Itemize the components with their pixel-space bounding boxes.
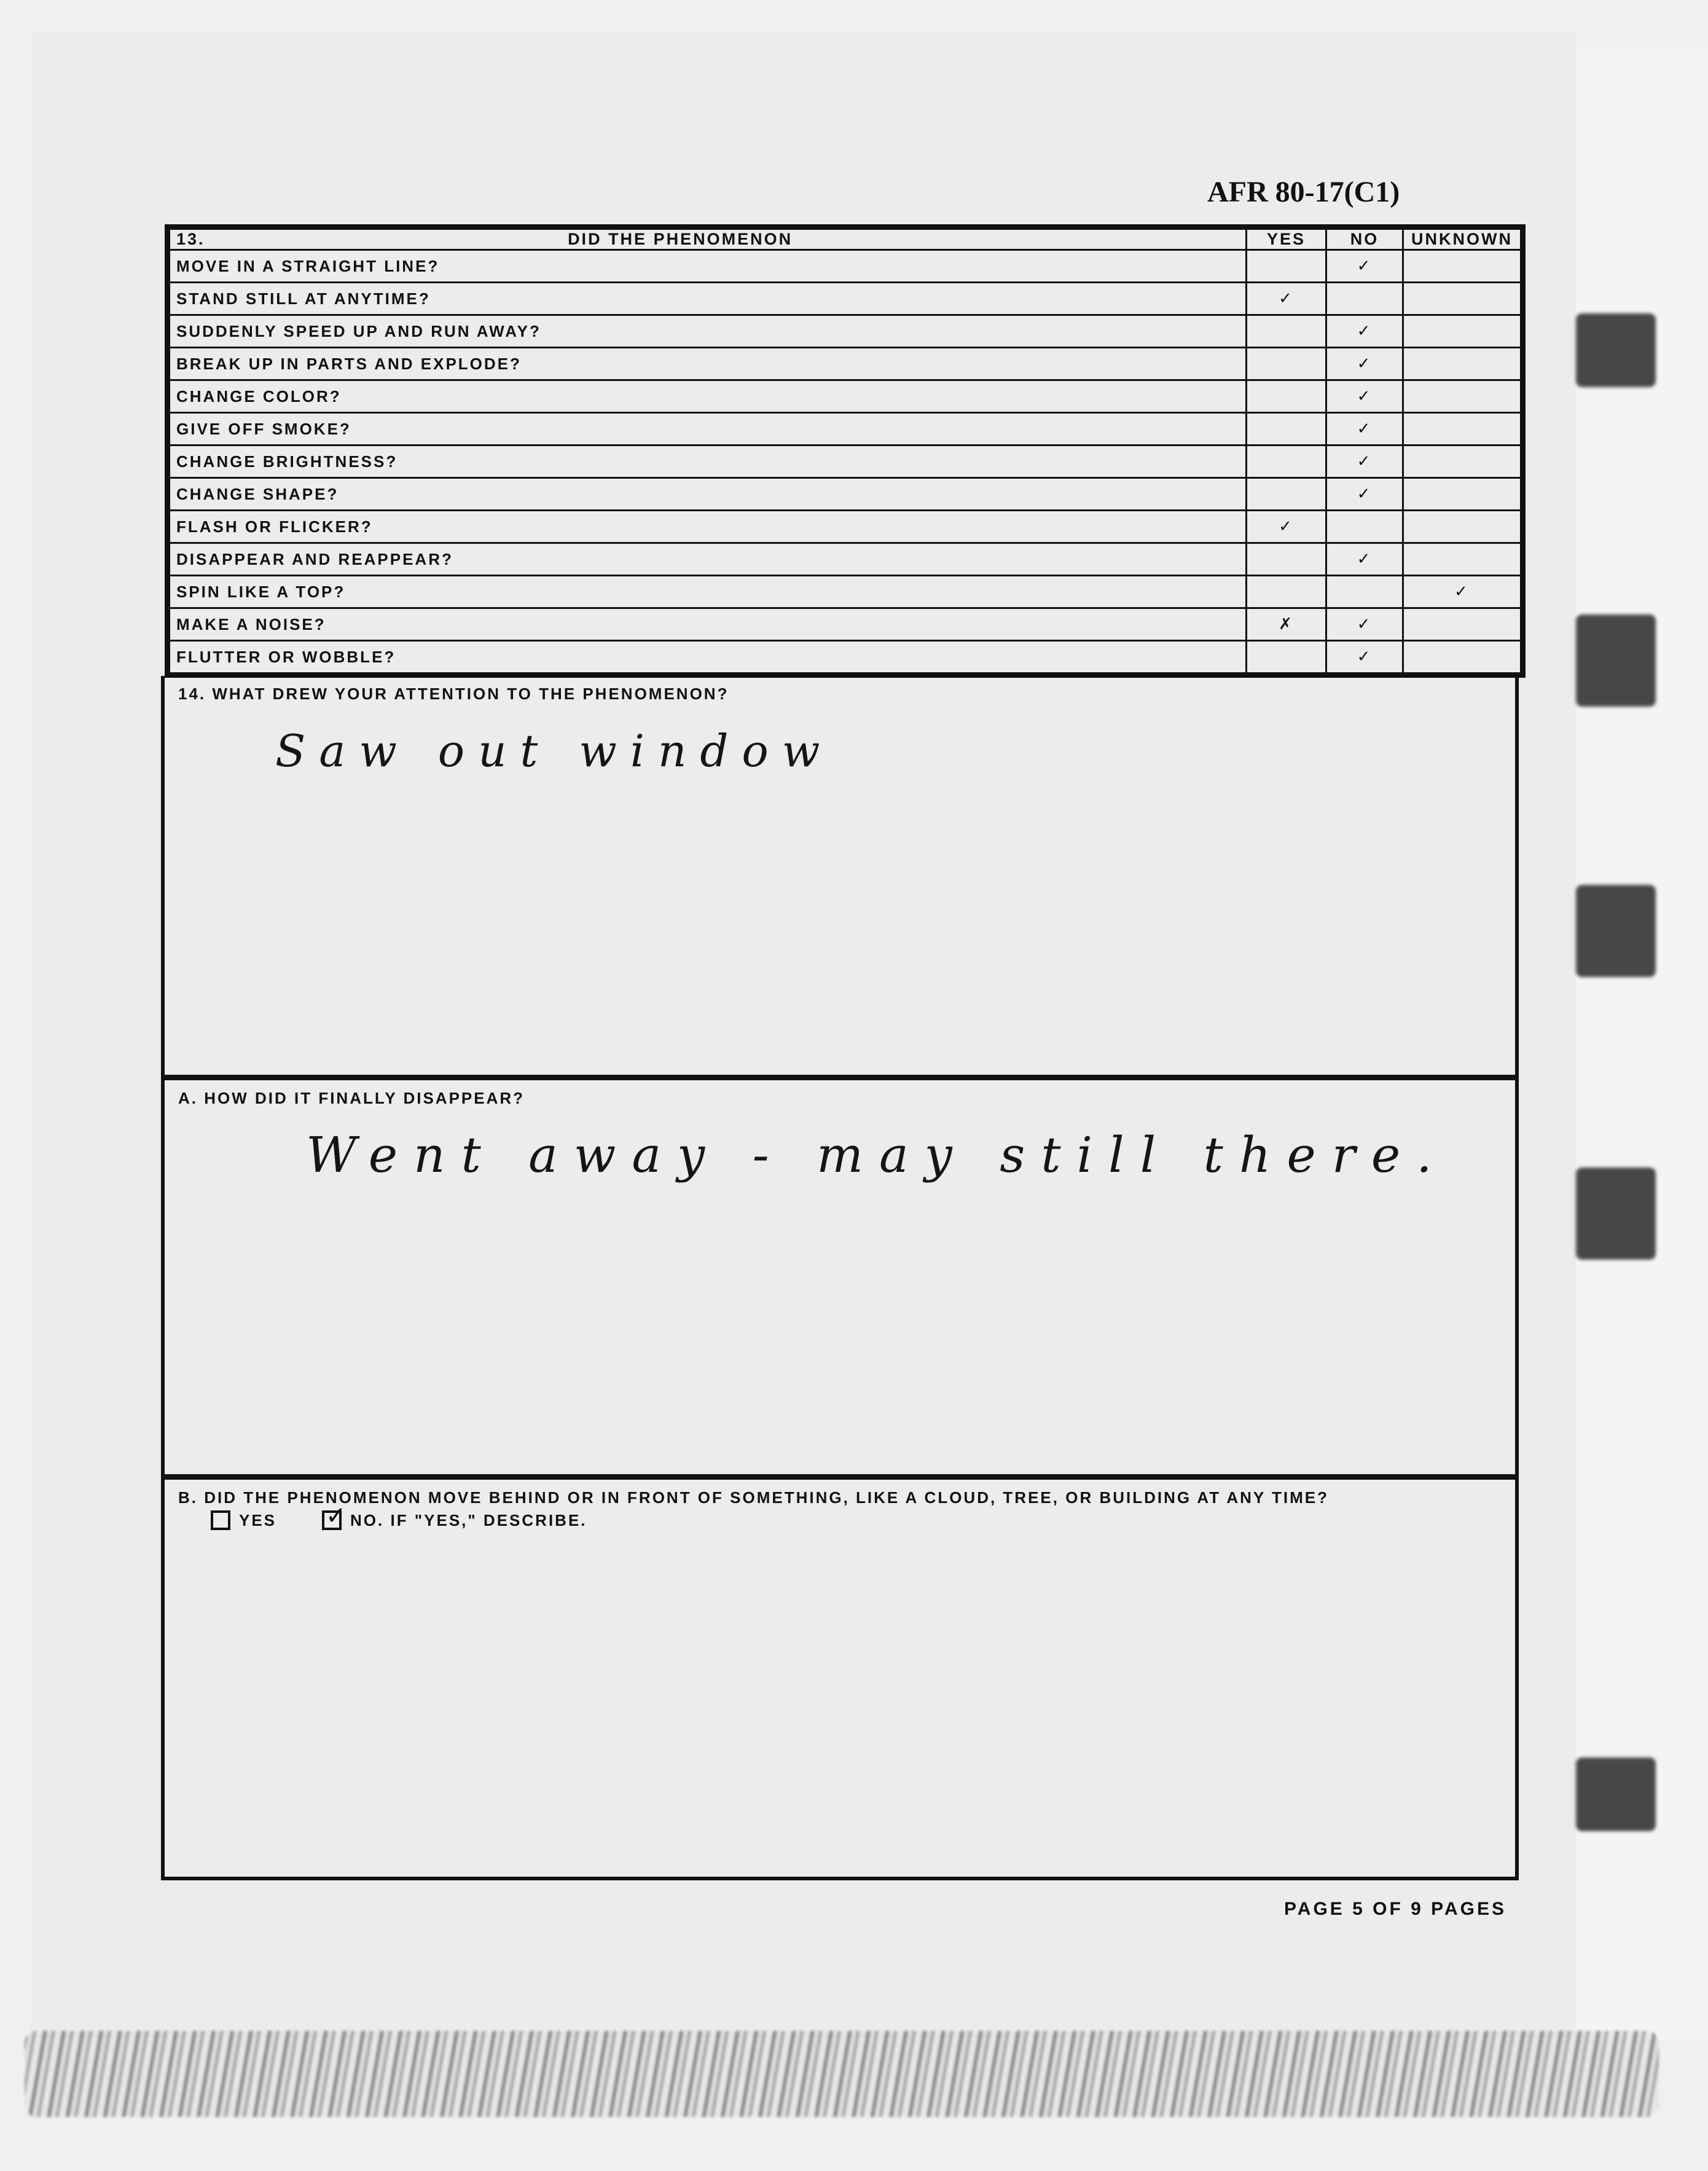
- yes-cell[interactable]: [1247, 478, 1326, 511]
- checklist-row: [170, 283, 1521, 315]
- checklist-row: [170, 608, 1521, 641]
- no-cell[interactable]: [1326, 576, 1403, 608]
- no-cell[interactable]: ✓: [1326, 641, 1403, 673]
- scan-smudge: [1576, 313, 1656, 387]
- yes-cell[interactable]: [1247, 446, 1326, 478]
- no-cell[interactable]: ✓: [1326, 478, 1403, 511]
- checklist-row: [170, 315, 1521, 348]
- checklist-row-label: DISAPPEAR AND REAPPEAR?: [170, 543, 1247, 576]
- unknown-cell[interactable]: ✓: [1403, 576, 1521, 608]
- yes-cell[interactable]: ✗: [1247, 608, 1326, 641]
- yes-cell[interactable]: [1247, 380, 1326, 413]
- checklist-row-label: GIVE OFF SMOKE?: [170, 413, 1247, 446]
- checklist-row-label: CHANGE COLOR?: [170, 380, 1247, 413]
- unknown-cell[interactable]: [1403, 315, 1521, 348]
- qb-yes-checkbox[interactable]: [211, 1510, 230, 1530]
- checklist-row: [170, 380, 1521, 413]
- unknown-cell[interactable]: [1403, 478, 1521, 511]
- column-yes: YES: [1247, 229, 1326, 250]
- qb-label: B. DID THE PHENOMENON MOVE BEHIND OR IN FRONT OF SOMETHING, LIKE A CLOUD, TREE, OR BUILDING AT ANY TIME?: [178, 1488, 1329, 1507]
- no-cell[interactable]: ✓: [1326, 315, 1403, 348]
- column-unknown: UNKNOWN: [1403, 229, 1521, 250]
- yes-cell[interactable]: [1247, 250, 1326, 283]
- unknown-cell[interactable]: [1403, 380, 1521, 413]
- phenomenon-checklist: [165, 224, 1526, 678]
- unknown-cell[interactable]: [1403, 348, 1521, 380]
- question-number: 13.: [176, 230, 205, 248]
- no-cell[interactable]: [1326, 283, 1403, 315]
- scan-smudge: [1576, 1757, 1656, 1831]
- q14-section: [161, 676, 1519, 1078]
- yes-cell[interactable]: [1247, 315, 1326, 348]
- checklist-row: [170, 250, 1521, 283]
- scan-bottom-noise: [25, 2031, 1659, 2117]
- checklist-row: [170, 478, 1521, 511]
- unknown-cell[interactable]: [1403, 641, 1521, 673]
- column-no: NO: [1326, 229, 1403, 250]
- checklist-heading: DID THE PHENOMENON: [568, 230, 793, 248]
- unknown-cell[interactable]: [1403, 608, 1521, 641]
- checklist-row: [170, 543, 1521, 576]
- unknown-cell[interactable]: [1403, 446, 1521, 478]
- unknown-cell[interactable]: [1403, 543, 1521, 576]
- page-number: PAGE 5 OF 9 PAGES: [1284, 1899, 1506, 1919]
- checklist-row-label: MOVE IN A STRAIGHT LINE?: [170, 250, 1247, 283]
- yes-cell[interactable]: [1247, 413, 1326, 446]
- checklist-row: [170, 446, 1521, 478]
- unknown-cell[interactable]: [1403, 250, 1521, 283]
- checklist-row-label: STAND STILL AT ANYTIME?: [170, 283, 1247, 315]
- checklist-row-label: CHANGE BRIGHTNESS?: [170, 446, 1247, 478]
- unknown-cell[interactable]: [1403, 511, 1521, 543]
- checklist-row: [170, 576, 1521, 608]
- qa-section: [161, 1078, 1519, 1478]
- scan-smudge: [1576, 1168, 1656, 1260]
- checklist-row: [170, 413, 1521, 446]
- qb-no-check-mark: ✓: [326, 1502, 348, 1530]
- yes-cell[interactable]: [1247, 543, 1326, 576]
- qb-section: [161, 1478, 1519, 1880]
- yes-cell[interactable]: [1247, 641, 1326, 673]
- checklist-row-label: CHANGE SHAPE?: [170, 478, 1247, 511]
- checklist-row-label: BREAK UP IN PARTS AND EXPLODE?: [170, 348, 1247, 380]
- qb-no-checkbox[interactable]: [322, 1502, 348, 1530]
- unknown-cell[interactable]: [1403, 413, 1521, 446]
- checklist-row-label: FLUTTER OR WOBBLE?: [170, 641, 1247, 673]
- no-cell[interactable]: ✓: [1326, 380, 1403, 413]
- no-cell[interactable]: ✓: [1326, 446, 1403, 478]
- no-cell[interactable]: ✓: [1326, 413, 1403, 446]
- q14-label: 14. WHAT DREW YOUR ATTENTION TO THE PHENOMENON?: [178, 685, 729, 703]
- checklist-row-label: MAKE A NOISE?: [170, 608, 1247, 641]
- qb-options: [211, 1502, 587, 1530]
- checklist-row-label: SUDDENLY SPEED UP AND RUN AWAY?: [170, 315, 1247, 348]
- scan-smudge: [1576, 885, 1656, 977]
- qb-no-label: NO. IF "YES," DESCRIBE.: [350, 1510, 587, 1529]
- yes-cell[interactable]: [1247, 348, 1326, 380]
- qa-label: A. HOW DID IT FINALLY DISAPPEAR?: [178, 1089, 525, 1107]
- no-cell[interactable]: ✓: [1326, 348, 1403, 380]
- q14-answer[interactable]: Saw out window: [275, 725, 834, 777]
- yes-cell[interactable]: ✓: [1247, 283, 1326, 315]
- checklist-row: [170, 641, 1521, 673]
- checklist-row: [170, 511, 1521, 543]
- checklist-row: [170, 348, 1521, 380]
- scan-edge-strip: [1576, 49, 1708, 2040]
- checklist-row-label: FLASH OR FLICKER?: [170, 511, 1247, 543]
- yes-cell[interactable]: [1247, 576, 1326, 608]
- no-cell[interactable]: ✓: [1326, 608, 1403, 641]
- checklist-header-row: [170, 229, 1521, 250]
- qb-yes-label: YES: [239, 1510, 277, 1529]
- yes-cell[interactable]: ✓: [1247, 511, 1326, 543]
- scan-smudge: [1576, 614, 1656, 707]
- checklist-row-label: SPIN LIKE A TOP?: [170, 576, 1247, 608]
- qa-answer[interactable]: Went away - may still there.: [306, 1126, 1448, 1184]
- no-cell[interactable]: [1326, 511, 1403, 543]
- no-cell[interactable]: ✓: [1326, 250, 1403, 283]
- form-number: AFR 80-17(C1): [1207, 176, 1400, 208]
- checklist-heading-cell: [170, 229, 1247, 250]
- unknown-cell[interactable]: [1403, 283, 1521, 315]
- no-cell[interactable]: ✓: [1326, 543, 1403, 576]
